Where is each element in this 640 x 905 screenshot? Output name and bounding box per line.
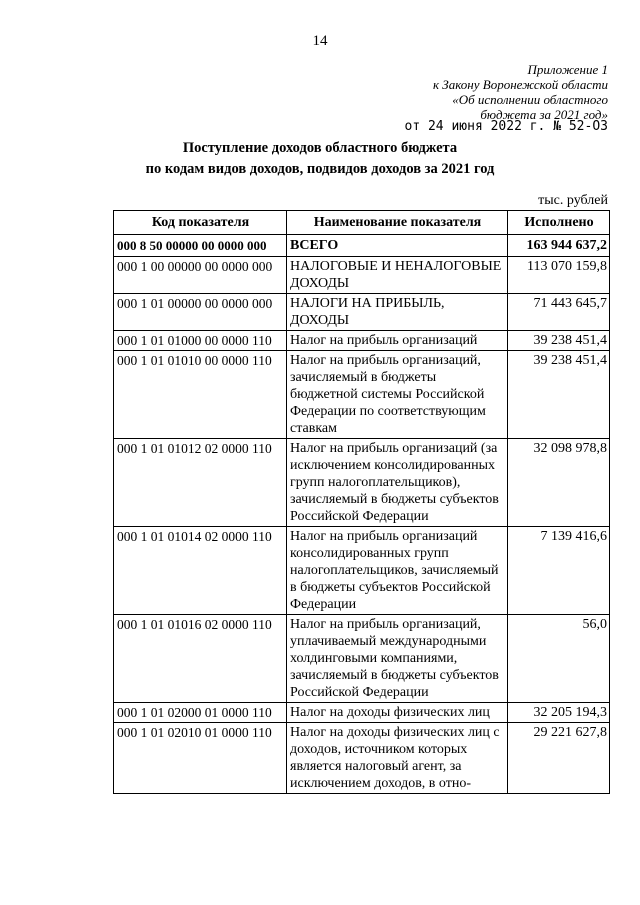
row-code: 000 1 00 00000 00 0000 000 <box>114 257 287 294</box>
page-number: 14 <box>312 33 328 49</box>
row-name: Налог на прибыль организаций консолидированных групп налогоплательщиков, зачисляемый в бюджеты субъектов Российской Федерации <box>287 527 508 615</box>
header-executed: Исполнено <box>508 211 610 235</box>
row-name: НАЛОГИ НА ПРИБЫЛЬ, ДОХОДЫ <box>287 294 508 331</box>
row-name: Налог на прибыль организаций <box>287 331 508 351</box>
row-name: ВСЕГО <box>287 235 508 257</box>
row-value: 39 238 451,4 <box>508 331 610 351</box>
table-row <box>114 703 610 723</box>
appendix-block <box>433 62 608 122</box>
table-row <box>114 527 610 615</box>
document-title <box>0 138 640 180</box>
row-code: 000 1 01 01010 00 0000 110 <box>114 351 287 439</box>
table-row <box>114 257 610 294</box>
header-name: Наименование показателя <box>287 211 508 235</box>
appendix-line: к Закону Воронежской области <box>432 77 608 92</box>
table-row <box>114 439 610 527</box>
law-reference-stamp: от 24 июня 2022 г. № 52-ОЗ <box>404 119 608 134</box>
row-value: 7 139 416,6 <box>508 527 610 615</box>
appendix-line: бюджета за 2021 год» <box>480 107 608 122</box>
row-name: Налог на прибыль организаций (за исключением консолидированных групп налогоплательщиков), зачисляемый в бюджеты субъектов Российской Федерации <box>287 439 508 527</box>
table-row <box>114 723 610 794</box>
row-value: 71 443 645,7 <box>508 294 610 331</box>
appendix-line: «Об исполнении областного <box>452 92 608 107</box>
row-name: Налог на прибыль организаций, зачисляемый в бюджеты бюджетной системы Российской Федерации по соответствующим ставкам <box>287 351 508 439</box>
row-name: Налог на доходы физических лиц с доходов, источником которых является налоговый агент, за исключением доходов, в отно- <box>287 723 508 794</box>
appendix-line: Приложение 1 <box>527 62 608 77</box>
row-value: 113 070 159,8 <box>508 257 610 294</box>
row-code: 000 1 01 01000 00 0000 110 <box>114 331 287 351</box>
row-value: 32 098 978,8 <box>508 439 610 527</box>
title-line-1: Поступление доходов областного бюджета <box>182 140 458 156</box>
row-code: 000 1 01 01014 02 0000 110 <box>114 527 287 615</box>
header-code: Код показателя <box>114 211 287 235</box>
row-value: 39 238 451,4 <box>508 351 610 439</box>
row-name: Налог на доходы физических лиц <box>287 703 508 723</box>
table-header-row <box>114 211 610 235</box>
row-code: 000 1 01 01016 02 0000 110 <box>114 615 287 703</box>
table-row <box>114 615 610 703</box>
table-row <box>114 331 610 351</box>
row-code: 000 1 01 00000 00 0000 000 <box>114 294 287 331</box>
row-value: 163 944 637,2 <box>508 235 610 257</box>
table-row-total <box>114 235 610 257</box>
row-code: 000 1 01 01012 02 0000 110 <box>114 439 287 527</box>
row-code: 000 1 01 02000 01 0000 110 <box>114 703 287 723</box>
title-line-2: по кодам видов доходов, подвидов доходов за 2021 год <box>145 161 495 177</box>
row-value: 32 205 194,3 <box>508 703 610 723</box>
row-code: 000 8 50 00000 00 0000 000 <box>114 235 287 257</box>
table-row <box>114 351 610 439</box>
row-value: 29 221 627,8 <box>508 723 610 794</box>
row-name: Налог на прибыль организаций, уплачиваемый международными холдинговыми компаниями, зачисляемый в бюджеты субъектов Российской Федерации <box>287 615 508 703</box>
revenue-table <box>113 210 610 794</box>
table-row <box>114 294 610 331</box>
units-label: тыс. рублей <box>538 193 608 208</box>
row-value: 56,0 <box>508 615 610 703</box>
row-name: НАЛОГОВЫЕ И НЕНАЛОГОВЫЕ ДОХОДЫ <box>287 257 508 294</box>
row-code: 000 1 01 02010 01 0000 110 <box>114 723 287 794</box>
